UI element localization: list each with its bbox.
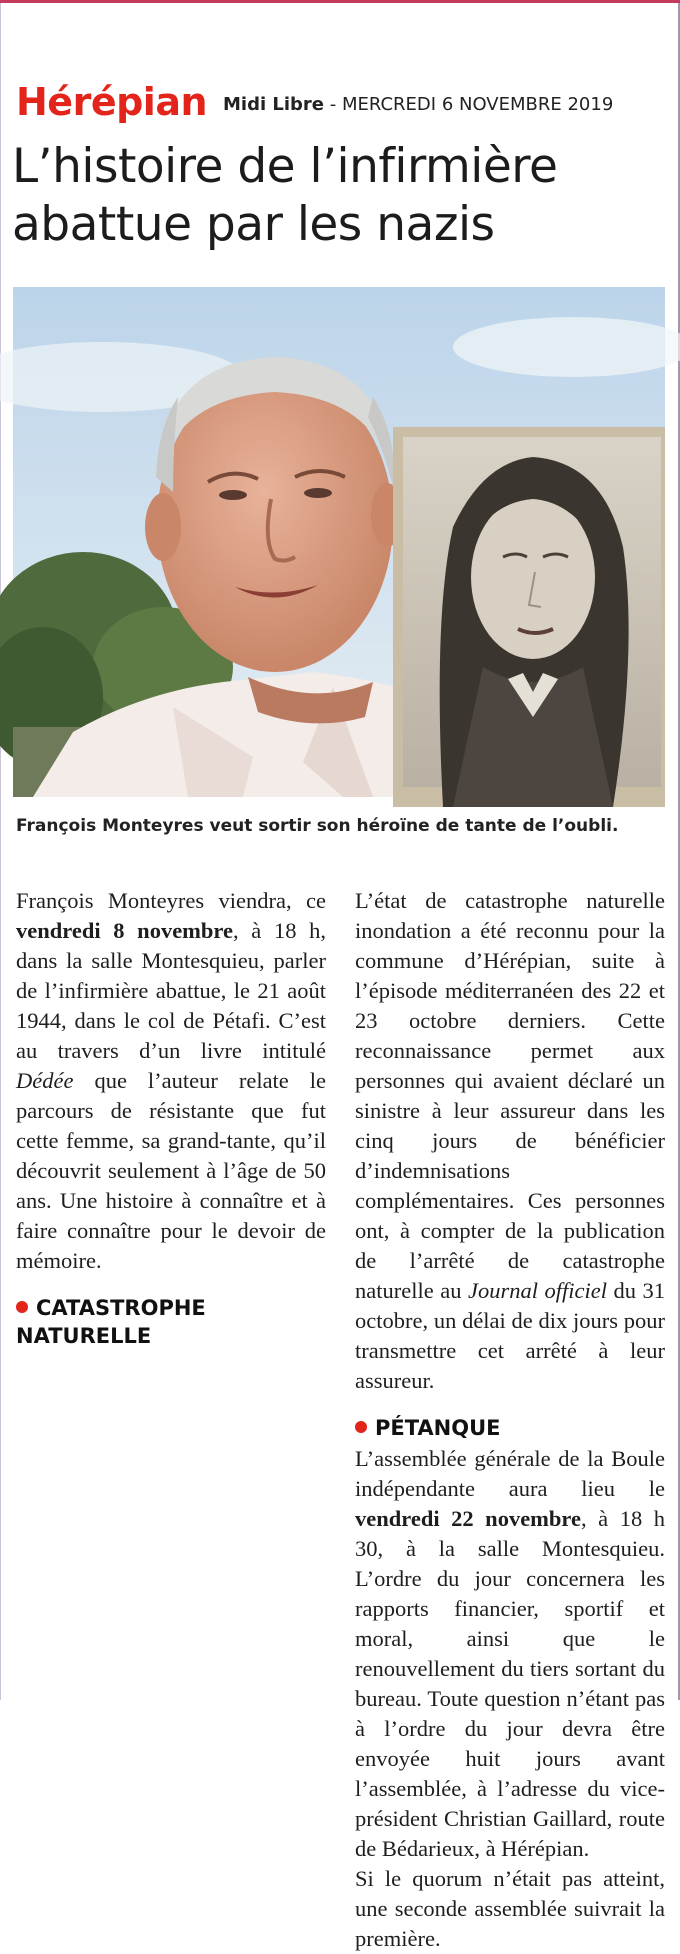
headline-line-2: abattue par les nazis [12, 197, 495, 252]
photo-caption: François Monteyres veut sortir son héroïne de tante de l’oubli. [16, 816, 619, 836]
text-run: , à 18 h 30, à la salle Montesquieu. L’ordre du jour concernera les rapports financier, sportif et moral, ainsi que le renouvellement du tiers sortant du bureau. Toute question n’étant pas à l’ordre du jour devra être envoyée huit jours avant l’assemblée, à l’adresse du vice-président Christian Gaillard, route de Bédarieux, à Hérépian. [355, 1506, 665, 1861]
section-title: PÉTANQUE [375, 1416, 501, 1440]
text-run: L’état de catastrophe naturelle inondation a été reconnu pour la commune d’Hérépian, suite à l’épisode méditerranéen des 22 et 23 octobre derniers. Cette reconnaissance permet aux personnes qui avaient déclaré un sinistre à leur assureur dans les cinq jours de bénéficier d’indemnisations complémentaires. Ces personnes ont, à compter de la publication de l’arrêté de catastrophe naturelle au [355, 888, 665, 1303]
emphasis-date: vendredi 22 novembre [355, 1506, 581, 1531]
article-photo [13, 287, 665, 797]
text-run: du 31 octobre, un délai de dix jours pour transmettre cet arrêté à leur assureur. [355, 1278, 665, 1393]
paragraph-catastrophe-continued [355, 886, 665, 1396]
photo-illustration [13, 287, 665, 797]
dateline-separator: - [324, 94, 342, 115]
journal-title: Journal officiel [467, 1278, 607, 1303]
publication-date: MERCREDI 6 NOVEMBRE 2019 [341, 94, 614, 115]
paragraph-intro [16, 886, 326, 1276]
section-heading-petanque [355, 1414, 665, 1442]
bullet-icon [16, 1301, 28, 1313]
column-left [16, 886, 326, 1352]
headline-line-1: L’histoire de l’infirmière [12, 139, 558, 194]
section-title: CATASTROPHE NATURELLE [16, 1296, 206, 1348]
paragraph-quorum: Si le quorum n’était pas atteint, une seconde assemblée suivrait la première. [355, 1866, 665, 1951]
headline [12, 138, 672, 254]
bullet-icon [355, 1421, 367, 1433]
text-run: L’assemblée générale de la Boule indépendante aura lieu le [355, 1446, 665, 1501]
text-run: François Monteyres viendra, ce [16, 888, 326, 913]
top-rule [0, 0, 680, 3]
dateline [223, 94, 613, 115]
section-heading-catastrophe [16, 1294, 326, 1350]
text-run: , à 18 h, dans la salle Montesquieu, parler de l’infirmière abattue, le 21 août 1944, dans le col de Pétafi. C’est au travers d’un livre intitulé [16, 918, 326, 1063]
paragraph-petanque [355, 1444, 665, 1864]
column-right [355, 886, 665, 1951]
newspaper-name: Midi Libre [223, 94, 325, 115]
book-title: Dédée [16, 1068, 74, 1093]
locality-title: Hérépian [16, 80, 208, 124]
emphasis-date: vendredi 8 novembre [16, 918, 233, 943]
text-run: que l’auteur relate le parcours de résistante que fut cette femme, sa grand-tante, qu’il découvrit seulement à l’âge de 50 ans. Une histoire à connaître et à faire connaître pour le devoir de mémoire. [16, 1068, 326, 1273]
